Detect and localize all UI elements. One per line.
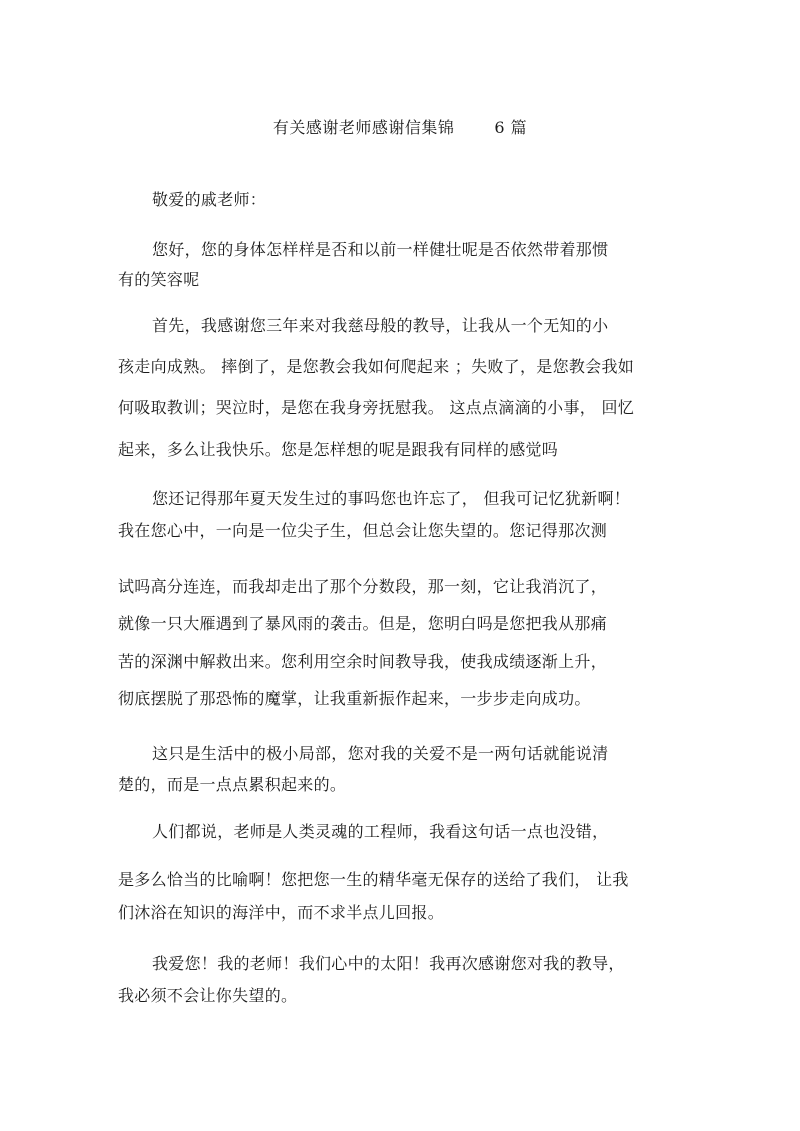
paragraph-line: 彻底摆脱了那恐怖的魔掌，让我重新振作起来，一步步走向成功。 [118,689,591,708]
salutation: 敬爱的戚老师： [152,190,267,209]
title-count: 6 篇 [494,118,528,137]
paragraph-line: 楚的，而是一点点累积起来的。 [118,775,347,794]
paragraph-line: 何吸取教训；哭泣时，是您在我身旁抚慰我。 这点点滴滴的小事， 回忆 [118,398,635,417]
paragraph-line: 我在您心中，一向是一位尖子生，但总会让您失望的。您记得那次测 [118,521,608,540]
paragraph-line: 孩走向成熟。 摔倒了，是您教会我如何爬起来 ；失败了，是您教会我如 [118,357,635,376]
paragraph-line: 我必须不会让你失望的。 [118,986,298,1005]
paragraph-line: 首先，我感谢您三年来对我慈母般的教导，让我从一个无知的小 [152,316,609,335]
paragraph-line: 人们都说，老师是人类灵魂的工程师，我看这句话一点也没错， [152,822,609,841]
title-main: 有关感谢老师感谢信集锦 [272,118,455,137]
paragraph-line: 们沐浴在知识的海洋中，而不求半点儿回报。 [118,903,445,922]
paragraph-line: 就像一只大雁遇到了暴风雨的袭击。但是，您明白吗是您把我从那痛 [118,614,608,633]
paragraph-line: 有的笑容呢 [118,270,200,289]
paragraph-line: 苦的深渊中解救出来。您利用空余时间教导我，使我成绩逐渐上升， [118,652,608,671]
paragraph-line: 我爱您！我的老师！我们心中的太阳！我再次感谢您对我的教导， [152,954,625,973]
paragraph-line: 试吗高分连连，而我却走出了那个分数段，那一刻，它让我消沉了， [118,577,608,596]
paragraph-line: 这只是生活中的极小局部，您对我的关爱不是一两句话就能说清 [152,744,609,763]
paragraph-line: 您好，您的身体怎样样是否和以前一样健壮呢是否依然带着那惯 [152,240,609,259]
page-title [0,115,800,138]
paragraph-line: 您还记得那年夏天发生过的事吗您也许忘了， 但我可记忆犹新啊！ [152,489,631,508]
paragraph-line: 是多么恰当的比喻啊！您把您一生的精华毫无保存的送给了我们， 让我 [118,870,629,889]
paragraph-line: 起来，多么让我快乐。您是怎样想的呢是跟我有同样的感觉吗 [118,440,559,459]
